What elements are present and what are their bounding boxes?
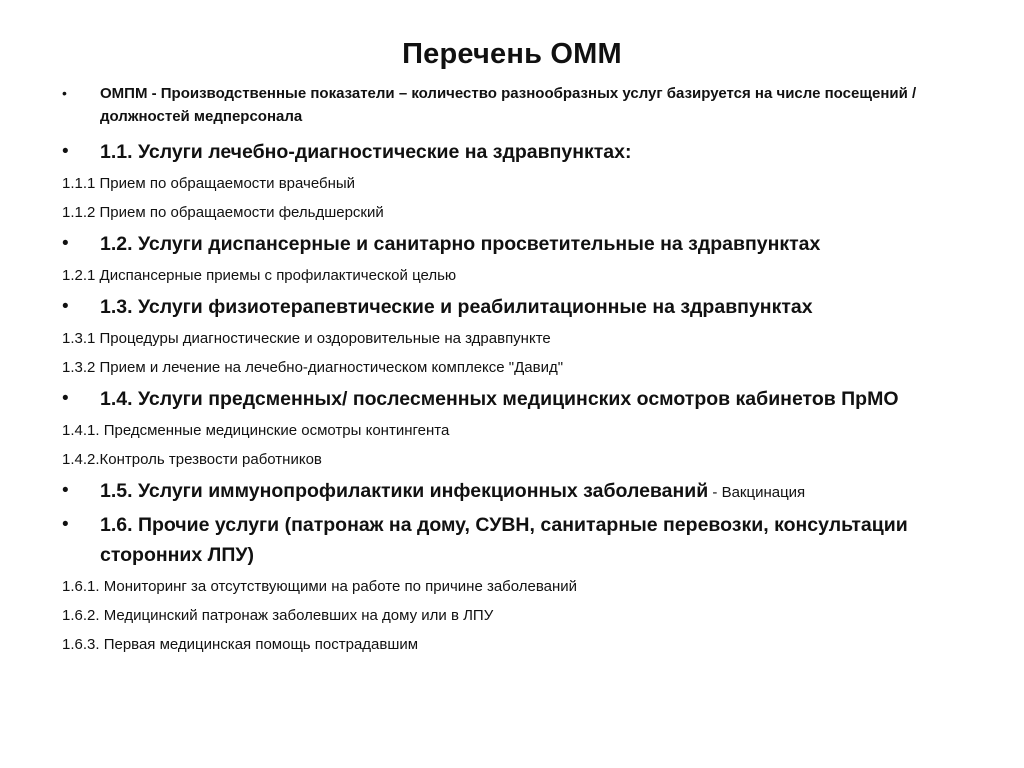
bullet-icon: • bbox=[62, 480, 69, 501]
bullet-icon: • bbox=[62, 233, 69, 254]
list-item: 1.3.1 Процедуры диагностические и оздоровительные на здравпункте bbox=[62, 330, 551, 347]
list-item: 1.6.2. Медицинский патронаж заболевших на дому или в ЛПУ bbox=[62, 607, 494, 624]
bullet-icon: • bbox=[62, 85, 67, 101]
bullet-icon: • bbox=[62, 388, 69, 409]
section-heading bbox=[62, 510, 962, 570]
section-heading bbox=[62, 137, 962, 167]
section-heading bbox=[62, 384, 962, 414]
page-title: Перечень ОММ bbox=[402, 38, 622, 70]
section-heading bbox=[62, 292, 962, 322]
section-heading-text: 1.3. Услуги физиотерапевтические и реабилитационные на здравпунктах bbox=[100, 296, 813, 318]
intro-text: ОМПМ - Производственные показатели – количество разнообразных услуг базируется на числе посещений / должностей медперсонала bbox=[100, 85, 917, 125]
list-item: 1.1.2 Прием по обращаемости фельдшерский bbox=[62, 204, 384, 221]
section-heading-text: 1.6. Прочие услуги (патронаж на дому, СУВН, санитарные перевозки, консультации сторонних ЛПУ) bbox=[100, 514, 908, 566]
bullet-icon: • bbox=[62, 514, 69, 535]
list-item: 1.2.1 Диспансерные приемы с профилактической целью bbox=[62, 267, 457, 284]
list-item: 1.4.2.Контроль трезвости работников bbox=[62, 451, 322, 468]
section-heading-text: 1.4. Услуги предсменных/ послесменных медицинских осмотров кабинетов ПрМО bbox=[100, 388, 899, 410]
bullet-icon: • bbox=[62, 296, 69, 317]
bullet-icon: • bbox=[62, 141, 69, 162]
list-item: 1.4.1. Предсменные медицинские осмотры контингента bbox=[62, 422, 450, 439]
list-item: 1.3.2 Прием и лечение на лечебно-диагностическом комплексе "Давид" bbox=[62, 359, 564, 376]
list-item: 1.6.1. Мониторинг за отсутствующими на работе по причине заболеваний bbox=[62, 578, 578, 595]
intro-bullet bbox=[62, 82, 962, 128]
section-heading bbox=[62, 476, 962, 508]
section-heading-suffix: - Вакцинация bbox=[708, 484, 806, 501]
section-heading-text: 1.2. Услуги диспансерные и санитарно просветительные на здравпунктах bbox=[100, 233, 821, 255]
list-item: 1.1.1 Прием по обращаемости врачебный bbox=[62, 175, 356, 192]
slide-content bbox=[62, 82, 962, 659]
list-item: 1.6.3. Первая медицинская помощь пострадавшим bbox=[62, 636, 419, 653]
section-heading-text: 1.1. Услуги лечебно-диагностические на здравпунктах: bbox=[100, 141, 632, 163]
section-heading-text: 1.5. Услуги иммунопрофилактики инфекционных заболеваний bbox=[100, 480, 709, 502]
section-heading bbox=[62, 229, 962, 259]
